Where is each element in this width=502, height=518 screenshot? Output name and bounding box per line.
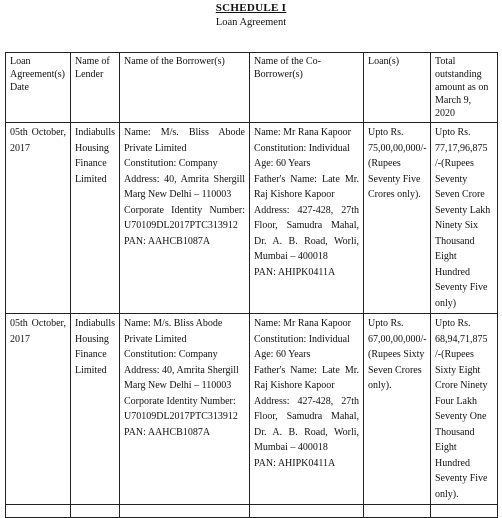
cell-coborrower — [250, 314, 364, 505]
cell-empty — [250, 505, 364, 518]
column-header-coborrower: Name of the Co-Borrower(s) — [250, 53, 364, 123]
schedule-subtitle: Loan Agreement — [215, 17, 287, 28]
borrower-name: Name: M/s. Bliss Abode Private Limited — [124, 127, 245, 154]
cell-lender: Indiabulls Housing Finance Limited — [71, 314, 120, 505]
borrower-cin: Corporate Identity Number: U70109DL2017PTC313912 — [124, 204, 245, 231]
cell-lender: Indiabulls Housing Finance Limited — [71, 123, 120, 314]
cell-borrower — [120, 123, 250, 314]
cell-empty — [431, 505, 498, 518]
cell-date: 05th October, 2017 — [6, 123, 71, 314]
table-row — [6, 314, 498, 505]
coborrower-constitution: Constitution: Individual — [254, 142, 350, 154]
borrower-cin: Corporate Identity Number: U70109DL2017PTC313912 — [124, 395, 238, 422]
borrower-constitution: Constitution: Company — [124, 349, 218, 360]
column-header-date: Loan Agreement(s) Date — [6, 53, 71, 123]
column-header-outstanding: Total outstanding amount as on March 9, 2020 — [431, 53, 498, 123]
coborrower-name: Name: Mr Rana Kapoor — [254, 127, 351, 138]
coborrower-age: Age: 60 Years — [254, 158, 311, 169]
cell-loan: Upto Rs. 75,00,00,000/- (Rupees Seventy Five Crores only). — [364, 123, 431, 314]
table-row-partial — [6, 505, 498, 518]
coborrower-pan: PAN: AHIPK0411A — [254, 457, 336, 469]
coborrower-name: Name: Mr Rana Kapoor — [254, 318, 351, 329]
borrower-name: Name: M/s. Bliss Abode Private Limited — [124, 318, 223, 345]
coborrower-constitution: Constitution: Individual — [254, 333, 350, 345]
column-header-borrower: Name of the Borrower(s) — [120, 53, 250, 123]
column-header-lender: Name of Lender — [71, 53, 120, 123]
coborrower-pan: PAN: AHIPK0411A — [254, 266, 336, 278]
column-header-loan: Loan(s) — [364, 53, 431, 123]
cell-empty — [120, 505, 250, 518]
cell-loan: Upto Rs. 67,00,00,000/- (Rupees Sixty Seven Crores only). — [364, 314, 431, 505]
borrower-pan: PAN: AAHCB1087A — [124, 235, 211, 247]
coborrower-father-name: Father's Name: Late Mr. Raj Kishore Kapoor — [254, 173, 359, 200]
borrower-constitution: Constitution: Company — [124, 158, 218, 169]
cell-empty — [6, 505, 71, 518]
coborrower-address: Address: 427-428, 27th Floor, Samudra Mahal, Dr. A. B. Road, Worli, Mumbai – 400018 — [254, 395, 359, 453]
cell-empty — [364, 505, 431, 518]
borrower-address: Address: 40, Amrita Shergill Marg New Delhi – 110003 — [124, 364, 239, 391]
cell-empty — [71, 505, 120, 518]
borrower-address: Address: 40, Amrita Shergill Marg New Delhi – 110003 — [124, 173, 245, 200]
loan-schedule-table — [5, 52, 498, 518]
cell-coborrower — [250, 123, 364, 314]
table-header-row — [6, 53, 498, 123]
cell-borrower — [120, 314, 250, 505]
schedule-title: SCHEDULE I — [215, 2, 287, 14]
table-row — [6, 123, 498, 314]
cell-outstanding: Upto Rs. 68,94,71,875 /-(Rupees Sixty Eight Crore Ninety Four Lakh Seventy One Thousand Eight Hundred Seventy Five only). — [431, 314, 498, 505]
coborrower-age: Age: 60 Years — [254, 349, 311, 360]
borrower-pan: PAN: AAHCB1087A — [124, 426, 211, 438]
cell-date: 05th October, 2017 — [6, 314, 71, 505]
coborrower-father-name: Father's Name: Late Mr. Raj Kishore Kapoor — [254, 364, 359, 391]
cell-outstanding: Upto Rs. 77,17,96,875 /-(Rupees Seventy Seven Crore Seventy Lakh Ninety Six Thousand Eight Hundred Seventy Five only) — [431, 123, 498, 314]
coborrower-address: Address: 427-428, 27th Floor, Samudra Mahal, Dr. A. B. Road, Worli, Mumbai – 400018 — [254, 204, 359, 262]
